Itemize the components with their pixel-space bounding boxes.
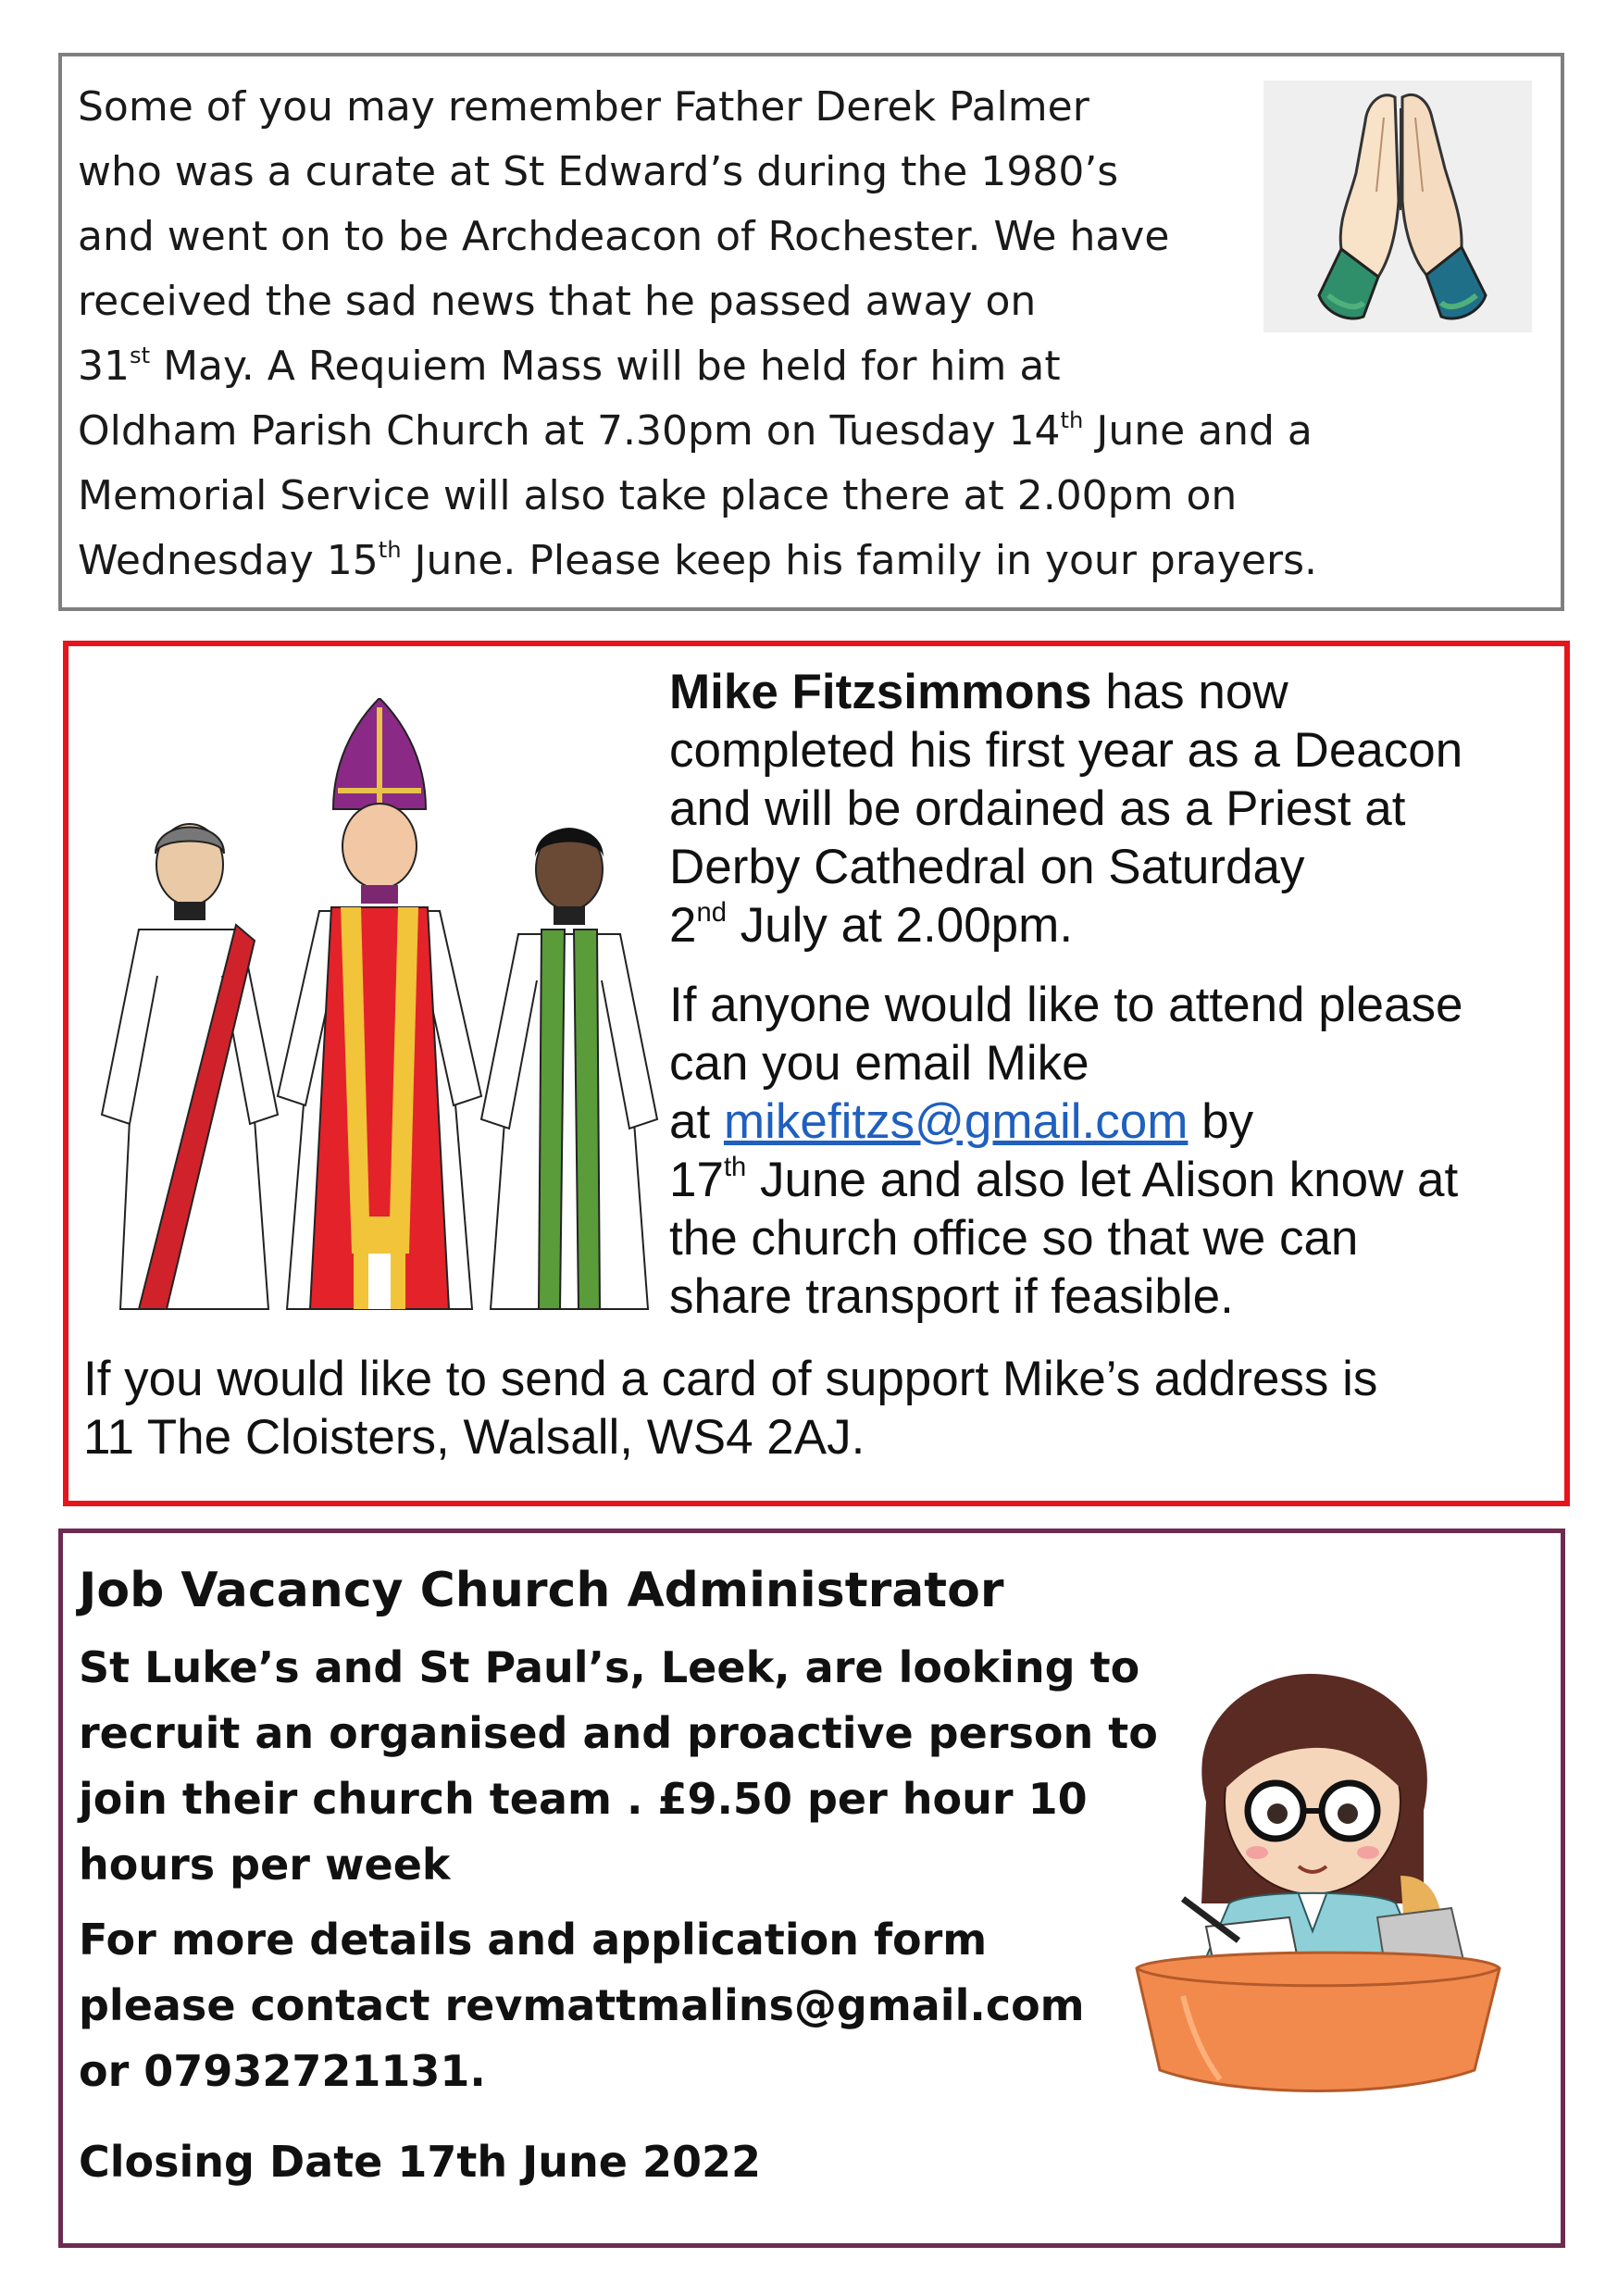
bishop-figure bbox=[278, 698, 481, 1309]
person-name: Mike Fitzsimmons bbox=[669, 665, 1092, 719]
ordinal-suffix: st bbox=[130, 342, 151, 368]
heading: Job Vacancy Church Administrator bbox=[79, 1563, 1004, 1618]
line: Some of you may remember Father Derek Palmer bbox=[78, 83, 1089, 131]
notice-2-footer bbox=[83, 1350, 1377, 1466]
line: at bbox=[669, 1094, 724, 1149]
deacon-figure bbox=[102, 824, 278, 1309]
job-title bbox=[79, 1558, 1004, 1624]
line: or 07932721131. bbox=[79, 2046, 486, 2096]
line: by bbox=[1188, 1094, 1254, 1149]
line: the church office so that we can bbox=[669, 1211, 1359, 1266]
line: and went on to be Archdeacon of Rochester. We have bbox=[78, 213, 1170, 260]
line: Wednesday 15 bbox=[78, 537, 379, 584]
line: and will be ordained as a Priest at bbox=[669, 781, 1406, 836]
date-day: 31 bbox=[78, 343, 130, 390]
line: If you would like to send a card of support Mike’s address is bbox=[83, 1352, 1378, 1406]
line: can you email Mike bbox=[669, 1036, 1089, 1091]
line: share transport if feasible. bbox=[669, 1269, 1234, 1324]
ordinal-suffix: th bbox=[378, 536, 402, 563]
line: who was a curate at St Edward’s during the 1980’s bbox=[78, 148, 1119, 195]
date-day: 17 bbox=[669, 1153, 724, 1207]
notice-2-paragraph-2 bbox=[669, 976, 1462, 1326]
line: June. Please keep his family in your prayers. bbox=[401, 537, 1317, 584]
job-contact bbox=[79, 1907, 1085, 2104]
notice-2-body bbox=[669, 663, 1462, 955]
line: If anyone would like to attend please bbox=[669, 978, 1463, 1032]
job-description bbox=[79, 1635, 1158, 1898]
ordinal-suffix: th bbox=[1060, 406, 1084, 433]
ordinal-suffix: nd bbox=[696, 898, 727, 929]
notice-1-text bbox=[78, 75, 1317, 593]
praying-hands-icon bbox=[1263, 81, 1532, 332]
closing-date bbox=[79, 2129, 761, 2195]
line: June and also let Alison know at bbox=[746, 1153, 1459, 1207]
line: recruit an organised and proactive person to bbox=[79, 1708, 1158, 1758]
line: Derby Cathedral on Saturday bbox=[669, 840, 1305, 894]
line: hours per week bbox=[79, 1840, 451, 1890]
line: May. A Requiem Mass will be held for him at bbox=[150, 343, 1061, 390]
line: July at 2.00pm. bbox=[726, 898, 1074, 953]
email-link[interactable]: mikefitzs@gmail.com bbox=[723, 1094, 1189, 1149]
date-day: 2 bbox=[669, 898, 697, 953]
line: St Luke’s and St Paul’s, Leek, are looking to bbox=[79, 1642, 1140, 1692]
ordinal-suffix: th bbox=[723, 1153, 747, 1183]
line: has now bbox=[1091, 665, 1288, 719]
clergy-illustration bbox=[83, 698, 685, 1318]
line: Closing Date 17th June 2022 bbox=[79, 2137, 762, 2187]
line: Memorial Service will also take place there at 2.00pm on bbox=[78, 472, 1238, 519]
line: received the sad news that he passed away on bbox=[78, 278, 1037, 325]
line: please contact revmattmalins@gmail.com bbox=[79, 1980, 1085, 2030]
line: For more details and application form bbox=[79, 1915, 988, 1965]
line: June and a bbox=[1083, 407, 1313, 455]
notice-job-vacancy bbox=[58, 1529, 1565, 2248]
line: completed his first year as a Deacon bbox=[669, 723, 1463, 778]
notice-derek-palmer bbox=[58, 53, 1564, 611]
notice-mike-fitzsimmons bbox=[63, 641, 1570, 1506]
line: 11 The Cloisters, Walsall, WS4 2AJ. bbox=[83, 1410, 865, 1465]
line: join their church team . £9.50 per hour 10 bbox=[79, 1774, 1088, 1824]
line: Oldham Parish Church at 7.30pm on Tuesday 14 bbox=[78, 407, 1061, 455]
priest-figure bbox=[481, 829, 657, 1310]
administrator-illustration bbox=[1118, 1663, 1516, 2098]
